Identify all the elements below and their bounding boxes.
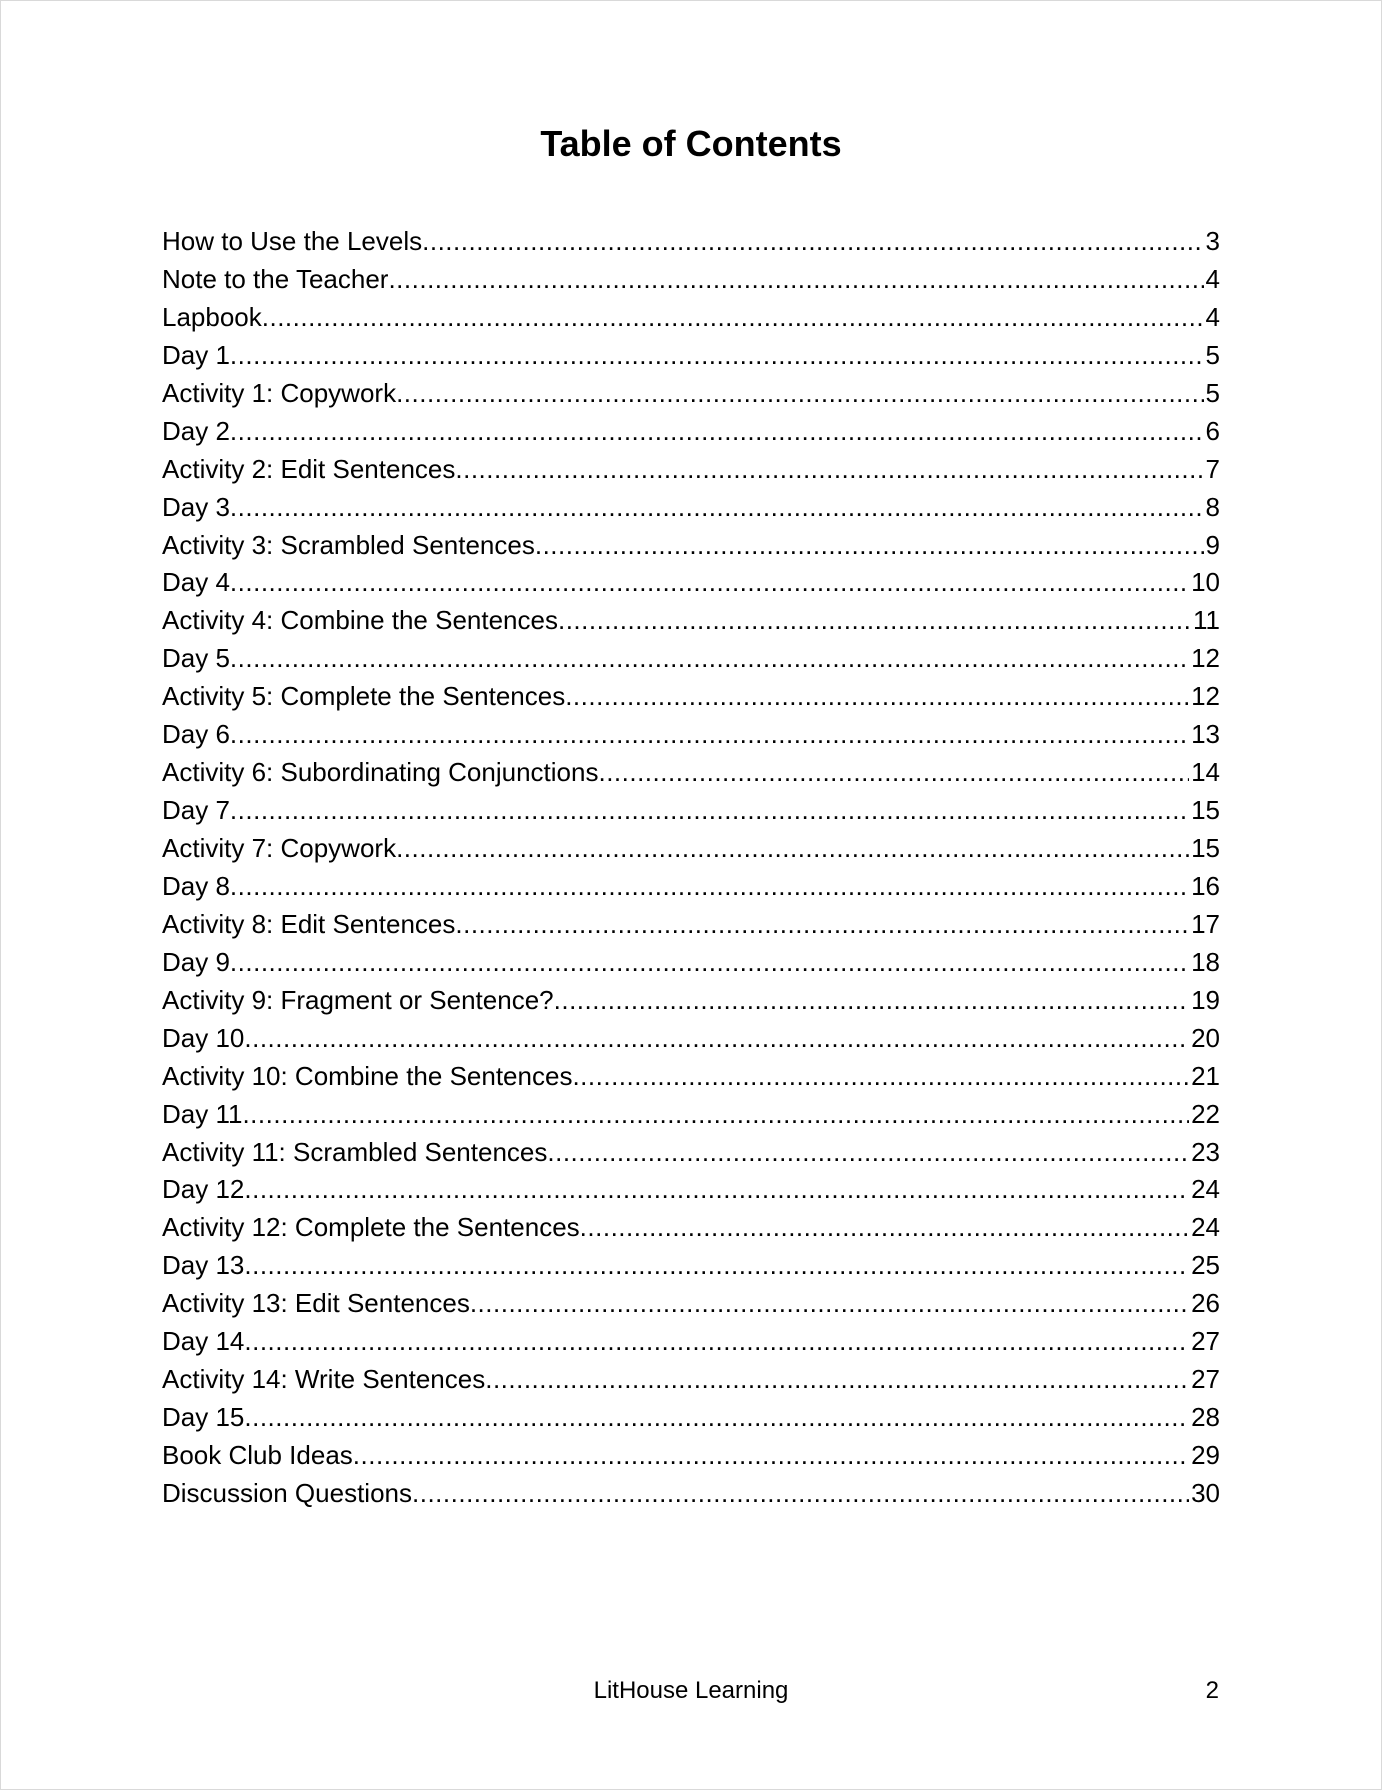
toc-dot-leader [412, 1475, 1189, 1513]
toc-dot-leader [242, 1096, 1189, 1134]
toc-entry [162, 564, 1220, 602]
toc-dot-leader [470, 1285, 1189, 1323]
toc-entry-label: Activity 10: Combine the Sentences [162, 1060, 573, 1091]
toc-entry [162, 982, 1220, 1020]
toc-entry-label: Activity 1: Copywork [162, 377, 397, 408]
toc-entry-label: Note to the Teacher [162, 263, 389, 294]
toc-entry-label: Activity 9: Fragment or Sentence? [162, 984, 554, 1015]
toc-entry-page: 21 [1191, 1060, 1220, 1091]
toc-dot-leader [535, 527, 1204, 565]
toc-entry-label: Day 8 [162, 870, 230, 901]
toc-dot-leader [244, 1020, 1189, 1058]
toc-entry-label: Day 2 [162, 415, 230, 446]
toc-entry [162, 1171, 1220, 1209]
toc-entry-page: 25 [1191, 1250, 1220, 1281]
toc-entry-page: 5 [1205, 339, 1220, 370]
toc-entry [162, 1058, 1220, 1096]
page-title: Table of Contents [540, 123, 842, 164]
toc-entry-page: 30 [1191, 1477, 1220, 1508]
toc-entry-label: Day 11 [162, 1098, 243, 1129]
toc-dot-leader [244, 1399, 1189, 1437]
toc-entry-page: 19 [1191, 984, 1220, 1015]
toc-entry-page: 5 [1205, 377, 1220, 408]
toc-entry [162, 375, 1220, 413]
toc-entry-label: Activity 14: Write Sentences [162, 1364, 486, 1395]
toc-entry-label: Day 15 [162, 1402, 245, 1433]
toc-entry-page: 8 [1205, 491, 1220, 522]
toc-dot-leader [230, 564, 1189, 602]
toc-dot-leader [558, 602, 1191, 640]
toc-entry-page: 27 [1191, 1364, 1220, 1395]
toc-entry-page: 17 [1191, 908, 1220, 939]
toc-entry [162, 261, 1220, 299]
toc-entry-label: Day 9 [162, 946, 230, 977]
toc-entry-page: 12 [1191, 681, 1220, 712]
toc-entry-label: Activity 6: Subordinating Conjunctions [162, 757, 599, 788]
toc-entry-label: Day 5 [162, 643, 230, 674]
toc-entry [162, 944, 1220, 982]
toc-entry-page: 13 [1191, 719, 1220, 750]
toc-entry [162, 640, 1220, 678]
toc-entry-page: 3 [1205, 226, 1220, 256]
toc-entry-label: Activity 8: Edit Sentences [162, 908, 456, 939]
toc-dot-leader [485, 1361, 1189, 1399]
toc-dot-leader [554, 982, 1189, 1020]
toc-dot-leader [230, 944, 1189, 982]
toc-entry-label: Activity 3: Scrambled Sentences [162, 529, 535, 560]
toc-dot-leader [422, 223, 1203, 261]
toc-entry [162, 1096, 1220, 1134]
toc-entry-page: 20 [1191, 1022, 1220, 1053]
toc-entry [162, 1323, 1220, 1361]
toc-dot-leader [388, 261, 1203, 299]
toc-entry-page: 12 [1191, 643, 1220, 674]
toc-dot-leader [353, 1437, 1189, 1475]
toc-entry [162, 1361, 1220, 1399]
toc-entry [162, 906, 1220, 944]
toc-entry-page: 18 [1191, 946, 1220, 977]
toc-entry [162, 1285, 1220, 1323]
toc-entry-page: 10 [1191, 567, 1220, 598]
toc-entry [162, 1437, 1220, 1475]
toc-dot-leader [455, 906, 1189, 944]
toc-dot-leader [455, 451, 1203, 489]
toc-entry-label: Day 12 [162, 1174, 245, 1205]
toc-entry [162, 792, 1220, 830]
toc-entry [162, 830, 1220, 868]
toc-dot-leader [572, 1058, 1189, 1096]
toc-entry [162, 754, 1220, 792]
toc-entry-label: How to Use the Levels [162, 226, 423, 256]
toc-entry [162, 527, 1220, 565]
toc-entry-page: 24 [1191, 1174, 1220, 1205]
toc-entry-label: Day 14 [162, 1326, 245, 1357]
toc-list [162, 223, 1220, 1513]
toc-entry [162, 451, 1220, 489]
toc-entry-label: Day 7 [162, 795, 230, 826]
toc-entry-page: 24 [1191, 1212, 1220, 1243]
toc-dot-leader [230, 640, 1189, 678]
toc-entry [162, 678, 1220, 716]
toc-entry-page: 4 [1205, 263, 1220, 294]
toc-dot-leader [396, 375, 1203, 413]
toc-dot-leader [230, 337, 1204, 375]
toc-entry [162, 1134, 1220, 1172]
toc-entry-label: Day 4 [162, 567, 230, 598]
toc-entry-page: 27 [1191, 1326, 1220, 1357]
toc-entry-page: 7 [1205, 453, 1220, 484]
toc-entry-page: 22 [1191, 1098, 1220, 1129]
toc-dot-leader [262, 299, 1204, 337]
toc-entry-label: Activity 13: Edit Sentences [162, 1288, 470, 1319]
toc-entry-label: Day 13 [162, 1250, 245, 1281]
toc-entry-label: Activity 5: Complete the Sentences [162, 681, 566, 712]
toc-entry-label: Activity 7: Copywork [162, 833, 397, 863]
toc-entry [162, 299, 1220, 337]
toc-entry-label: Lapbook [162, 301, 262, 332]
toc-entry [162, 1209, 1220, 1247]
toc-entry-label: Activity 11: Scrambled Sentences [162, 1136, 548, 1167]
toc-entry-label: Activity 2: Edit Sentences [162, 453, 456, 484]
toc-entry [162, 1475, 1220, 1513]
toc-entry-label: Day 10 [162, 1022, 245, 1053]
toc-entry [162, 337, 1220, 375]
toc-entry-page: 6 [1205, 415, 1220, 446]
toc-entry [162, 602, 1220, 640]
toc-entry [162, 868, 1220, 906]
toc-entry-label: Day 3 [162, 491, 230, 522]
toc-entry-label: Discussion Questions [162, 1477, 412, 1508]
toc-entry-page: 11 [1193, 605, 1220, 636]
toc-dot-leader [547, 1134, 1189, 1172]
toc-dot-leader [230, 792, 1189, 830]
toc-entry [162, 223, 1220, 261]
toc-dot-leader [598, 754, 1189, 792]
toc-entry [162, 1247, 1220, 1285]
toc-dot-leader [580, 1209, 1189, 1247]
toc-entry-page: 26 [1191, 1288, 1220, 1319]
toc-entry-page: 15 [1191, 833, 1220, 863]
toc-entry-page: 29 [1191, 1440, 1220, 1470]
toc-entry-label: Activity 4: Combine the Sentences [162, 605, 558, 636]
toc-dot-leader [244, 1247, 1189, 1285]
toc-entry-page: 4 [1205, 301, 1220, 332]
toc-entry-label: Day 1 [162, 339, 230, 370]
toc-dot-leader [230, 716, 1189, 754]
toc-dot-leader [244, 1171, 1189, 1209]
toc-dot-leader [230, 489, 1204, 527]
toc-entry-label: Activity 12: Complete the Sentences [162, 1212, 580, 1243]
toc-entry-page: 15 [1191, 795, 1220, 826]
footer-publisher: LitHouse Learning [593, 1677, 789, 1704]
toc-entry-label: Day 6 [162, 719, 230, 750]
toc-entry-page: 14 [1191, 757, 1220, 788]
toc-entry [162, 489, 1220, 527]
toc-entry [162, 1020, 1220, 1058]
toc-entry-page: 9 [1205, 529, 1220, 560]
toc-entry-page: 16 [1191, 870, 1220, 901]
footer-page-number: 2 [1205, 1677, 1219, 1704]
toc-dot-leader [396, 830, 1189, 868]
toc-entry-page: 23 [1191, 1136, 1220, 1167]
toc-entry-label: Book Club Ideas [162, 1440, 353, 1470]
toc-entry-page: 28 [1191, 1402, 1220, 1433]
toc-entry [162, 716, 1220, 754]
toc-dot-leader [230, 413, 1204, 451]
toc-entry [162, 413, 1220, 451]
toc-dot-leader [230, 868, 1189, 906]
toc-entry [162, 1399, 1220, 1437]
toc-dot-leader [244, 1323, 1189, 1361]
toc-dot-leader [565, 678, 1189, 716]
